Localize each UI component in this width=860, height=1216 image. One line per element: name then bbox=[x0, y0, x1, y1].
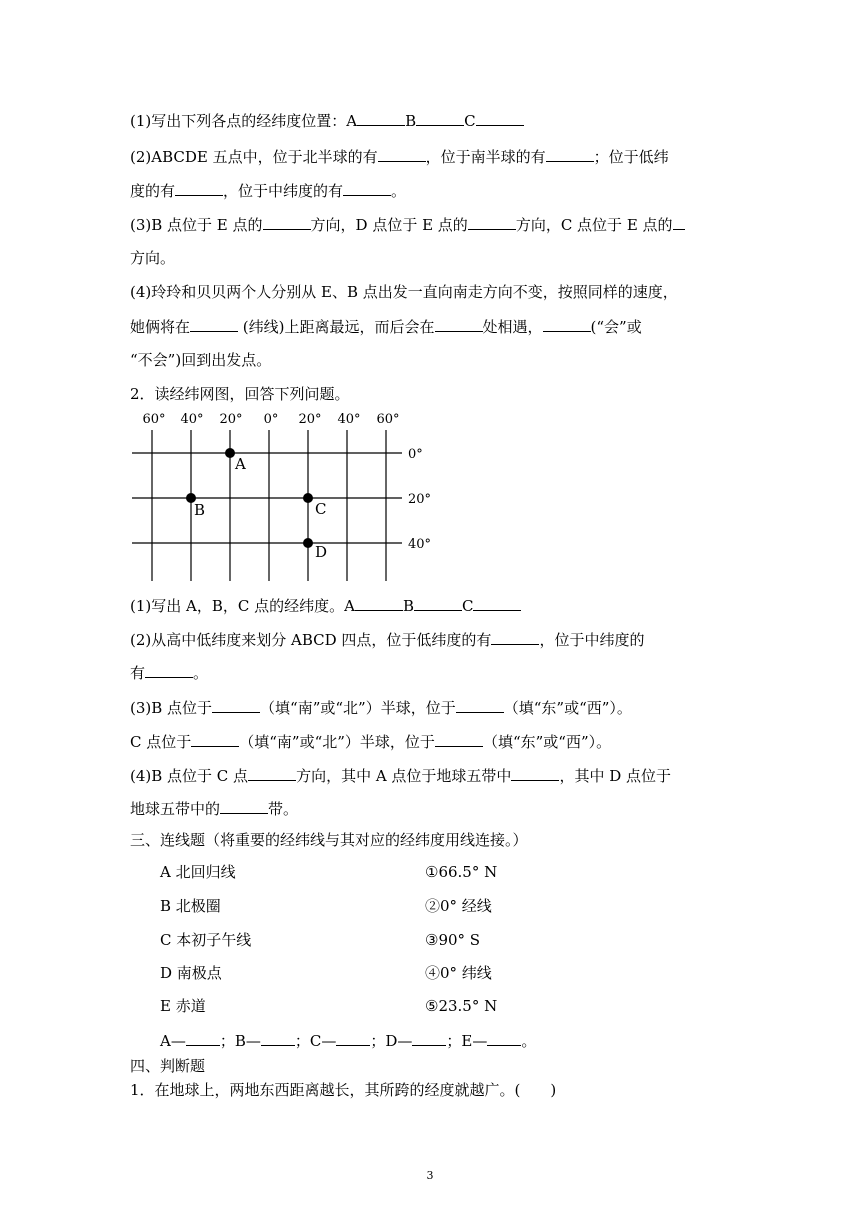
text: 1．在地球上，两地东西距离越长，其所跨的经度就越广。( ) bbox=[130, 1081, 557, 1099]
text: (2)ABCDE 五点中，位于北半球的有 bbox=[130, 148, 378, 166]
text: ②0° 经线 bbox=[425, 897, 492, 915]
text: ④0° 纬线 bbox=[425, 964, 492, 982]
text: (纬线)上距离最远，而后会在 bbox=[238, 318, 435, 336]
blank[interactable] bbox=[473, 595, 521, 611]
blank[interactable] bbox=[357, 110, 405, 126]
page-number: 3 bbox=[426, 1169, 434, 1182]
text: 四、判断题 bbox=[130, 1057, 206, 1075]
text: 处相遇， bbox=[482, 318, 543, 336]
lon-label: 0° bbox=[263, 412, 279, 427]
blank[interactable] bbox=[476, 110, 524, 126]
text: B bbox=[405, 112, 417, 130]
q1-line-6 bbox=[130, 282, 678, 302]
point-b-label: B bbox=[194, 501, 206, 519]
text: (3)B 点位于 bbox=[130, 699, 213, 717]
match-left-e bbox=[160, 996, 206, 1016]
blank[interactable] bbox=[543, 316, 591, 332]
text: C bbox=[464, 112, 476, 130]
point-c-label: C bbox=[315, 500, 327, 518]
text: A 北回归线 bbox=[160, 863, 236, 881]
text: 方向，其中 A 点位于地球五带中 bbox=[296, 767, 512, 785]
text: (1)写出下列各点的经纬度位置：A bbox=[130, 112, 358, 130]
match-left-b bbox=[160, 896, 221, 916]
blank[interactable] bbox=[220, 798, 268, 814]
blank[interactable] bbox=[487, 1030, 521, 1046]
text: 她俩将在 bbox=[130, 318, 191, 336]
blank[interactable] bbox=[468, 214, 516, 230]
text: E 赤道 bbox=[160, 997, 206, 1015]
text: 方向，D 点位于 E 点的 bbox=[310, 216, 468, 234]
text: (“会”或 bbox=[590, 318, 642, 336]
q1-line-7 bbox=[130, 316, 642, 337]
text: 方向。 bbox=[130, 249, 176, 267]
text: A— bbox=[160, 1032, 186, 1050]
lon-label: 20° bbox=[219, 412, 243, 427]
blank[interactable] bbox=[378, 146, 426, 162]
q2-line-2 bbox=[130, 629, 644, 650]
text: D 南极点 bbox=[160, 964, 222, 982]
q1-line-4 bbox=[130, 214, 685, 235]
text: （填“南”或“北”）半球，位于 bbox=[260, 699, 456, 717]
blank[interactable] bbox=[191, 731, 239, 747]
blank[interactable] bbox=[511, 765, 559, 781]
lat-label: 20° bbox=[408, 492, 432, 507]
section-4-q1 bbox=[130, 1080, 556, 1100]
section-4-title bbox=[130, 1056, 205, 1076]
point-c bbox=[303, 493, 313, 503]
match-right-4 bbox=[425, 963, 492, 983]
match-left-a bbox=[160, 862, 236, 882]
lat-label: 40° bbox=[408, 537, 432, 552]
q2-line-7 bbox=[130, 798, 298, 819]
lat-lon-grid-map bbox=[130, 406, 440, 586]
text: ⑤23.5° N bbox=[425, 997, 498, 1015]
lon-label: 40° bbox=[180, 412, 204, 427]
blank[interactable] bbox=[355, 595, 403, 611]
blank[interactable] bbox=[336, 1030, 370, 1046]
text: ；E— bbox=[446, 1032, 488, 1050]
lon-label: 20° bbox=[298, 412, 322, 427]
point-d-label: D bbox=[315, 543, 328, 561]
match-right-1 bbox=[425, 862, 497, 882]
q1-line-1 bbox=[130, 110, 524, 131]
text: C 点位于 bbox=[130, 733, 192, 751]
blank[interactable] bbox=[435, 731, 483, 747]
lon-label: 40° bbox=[337, 412, 361, 427]
blank[interactable] bbox=[435, 316, 483, 332]
text: ，位于中纬度的 bbox=[539, 631, 645, 649]
text: ①66.5° N bbox=[425, 863, 498, 881]
text: 度的有 bbox=[130, 182, 176, 200]
blank[interactable] bbox=[416, 110, 464, 126]
text: “不会”)回到出发点。 bbox=[130, 351, 272, 369]
lon-label: 60° bbox=[142, 412, 166, 427]
point-d bbox=[303, 538, 313, 548]
blank[interactable] bbox=[261, 1030, 295, 1046]
blank[interactable] bbox=[673, 214, 685, 230]
blank[interactable] bbox=[186, 1030, 220, 1046]
blank[interactable] bbox=[190, 316, 238, 332]
text: C 本初子午线 bbox=[160, 931, 252, 949]
blank[interactable] bbox=[456, 697, 504, 713]
lon-label: 60° bbox=[376, 412, 400, 427]
text: 三、连线题（将重要的经纬线与其对应的经纬度用线连接。） bbox=[130, 831, 528, 849]
blank[interactable] bbox=[263, 214, 311, 230]
blank[interactable] bbox=[248, 765, 296, 781]
q2-line-5 bbox=[130, 731, 611, 752]
text: (2)从高中低纬度来划分 ABCD 四点，位于低纬度的有 bbox=[130, 631, 492, 649]
lat-label: 0° bbox=[408, 447, 423, 462]
text: (1)写出 A，B，C 点的经纬度。A bbox=[130, 597, 355, 615]
text: (4)玲玲和贝贝两个人分别从 E、B 点出发一直向南走方向不变，按照同样的速度， bbox=[130, 283, 678, 301]
text: ，位于中纬度的有 bbox=[223, 182, 344, 200]
text: 地球五带中的 bbox=[130, 800, 221, 818]
blank[interactable] bbox=[145, 662, 193, 678]
q2-line-1 bbox=[130, 595, 521, 616]
blank[interactable] bbox=[343, 180, 391, 196]
q2-line-4 bbox=[130, 697, 632, 718]
q2-line-3 bbox=[130, 662, 208, 683]
match-right-3 bbox=[425, 930, 480, 950]
text: ，位于南半球的有 bbox=[425, 148, 546, 166]
text: ③90° S bbox=[425, 931, 481, 949]
q1-line-5 bbox=[130, 248, 175, 268]
match-answers bbox=[160, 1030, 536, 1051]
text: ；D— bbox=[370, 1032, 413, 1050]
text: ；C— bbox=[294, 1032, 337, 1050]
q2-line-6 bbox=[130, 765, 671, 786]
parallels bbox=[132, 453, 402, 543]
text: （填“东”或“西”）。 bbox=[482, 733, 612, 751]
blank[interactable] bbox=[212, 697, 260, 713]
text: 。 bbox=[193, 664, 209, 682]
point-a-label: A bbox=[235, 455, 246, 473]
text: (4)B 点位于 C 点 bbox=[130, 767, 249, 785]
q1-line-2 bbox=[130, 146, 669, 167]
section-3-title bbox=[130, 830, 528, 850]
text: 。 bbox=[521, 1032, 537, 1050]
blank[interactable] bbox=[414, 595, 462, 611]
text: 2．读经纬网图，回答下列问题。 bbox=[130, 385, 350, 403]
q2-title bbox=[130, 384, 350, 404]
blank[interactable] bbox=[491, 629, 539, 645]
match-right-5 bbox=[425, 996, 497, 1016]
match-right-2 bbox=[425, 896, 492, 916]
text: 方向，C 点位于 E 点的 bbox=[515, 216, 673, 234]
text: B bbox=[402, 597, 414, 615]
text: （填“南”或“北”）半球，位于 bbox=[239, 733, 435, 751]
blank[interactable] bbox=[412, 1030, 446, 1046]
text: B 北极圈 bbox=[160, 897, 221, 915]
text: ；B— bbox=[219, 1032, 261, 1050]
text: C bbox=[461, 597, 474, 615]
blank[interactable] bbox=[175, 180, 223, 196]
text: 带。 bbox=[268, 800, 299, 818]
text: （填“东”或“西”）。 bbox=[503, 699, 632, 717]
match-left-d bbox=[160, 963, 222, 983]
text: ；位于低纬 bbox=[593, 148, 669, 166]
blank[interactable] bbox=[546, 146, 594, 162]
text: ，其中 D 点位于 bbox=[559, 767, 672, 785]
text: 。 bbox=[391, 182, 407, 200]
text: (3)B 点位于 E 点的 bbox=[130, 216, 263, 234]
q1-line-3 bbox=[130, 180, 406, 201]
point-a bbox=[225, 448, 235, 458]
match-left-c bbox=[160, 930, 251, 950]
text: 有 bbox=[130, 664, 146, 682]
q1-line-8 bbox=[130, 350, 271, 370]
